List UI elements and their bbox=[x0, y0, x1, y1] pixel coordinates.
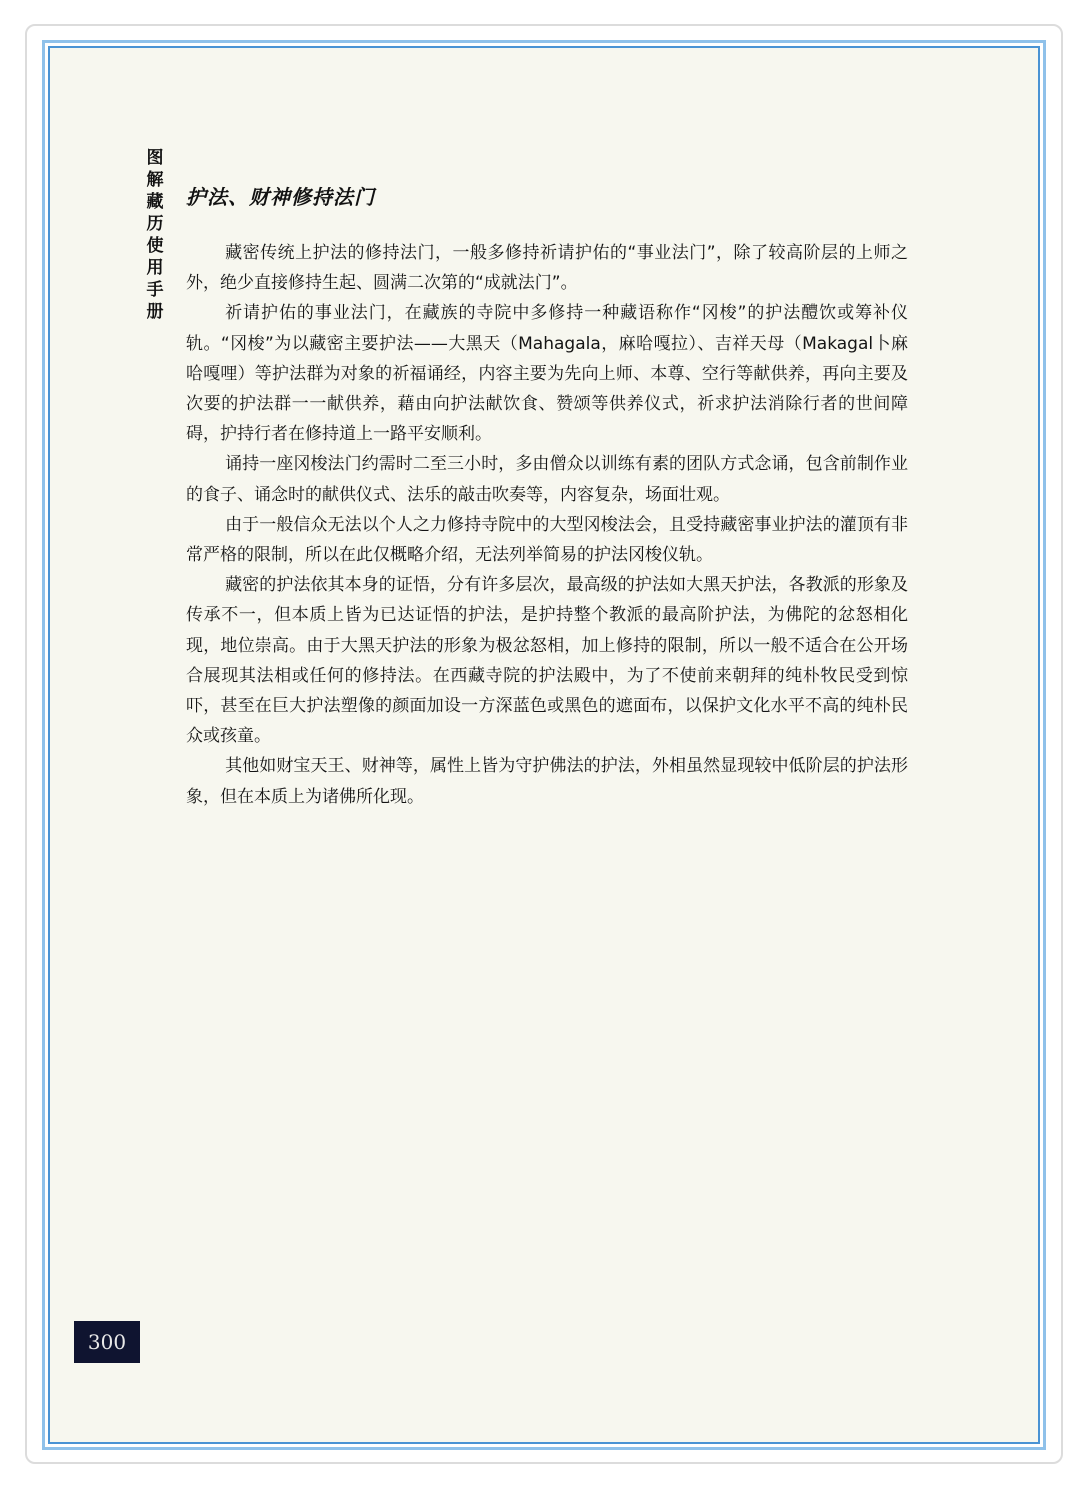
paragraph: 祈请护佑的事业法门，在藏族的寺院中多修持一种藏语称作“冈梭”的护法醴饮或筹补仪轨。“冈梭”为以藏密主要护法——大黑天（Mahagala，麻哈嘎拉）、吉祥天母（Makagal卜麻哈嘎哩）等护法群为对象的祈福诵经，内容主要为先向上师、本尊、空行等献供养，再向主要及次要的护法群一一献供养，藉由向护法献饮食、赞颂等供养仪式，祈求护法消除行者的世间障碍，护持行者在修持道上一路平安顺利。 bbox=[186, 303, 908, 445]
paragraph: 藏密传统上护法的修持法门，一般多修持祈请护佑的“事业法门”，除了较高阶层的上师之外，绝少直接修持生起、圆满二次第的“成就法门”。 bbox=[186, 243, 908, 294]
body-text bbox=[186, 238, 908, 812]
page-number: 300 bbox=[74, 1321, 140, 1363]
paragraph: 其他如财宝天王、财神等，属性上皆为守护佛法的护法，外相虽然显现较中低阶层的护法形象，但在本质上为诸佛所化现。 bbox=[186, 756, 908, 807]
section-heading: 护法、财神修持法门 bbox=[186, 185, 375, 209]
paragraph: 由于一般信众无法以个人之力修持寺院中的大型冈梭法会，且受持藏密事业护法的灌顶有非常严格的限制，所以在此仅概略介绍，无法列举简易的护法冈梭仪轨。 bbox=[186, 514, 908, 566]
paragraph: 诵持一座冈梭法门约需时二至三小时，多由僧众以训练有素的团队方式念诵，包含前制作业的食子、诵念时的献供仪式、法乐的敲击吹奏等，内容复杂，场面壮观。 bbox=[186, 454, 908, 505]
series-title: 图解藏历使用手册 bbox=[146, 148, 164, 322]
paragraph: 藏密的护法依其本身的证悟，分有许多层次，最高级的护法如大黑天护法，各教派的形象及传承不一，但本质上皆为已达证悟的护法，是护持整个教派的最高阶护法，为佛陀的忿怒相化现，地位崇高。由于大黑天护法的形象为极忿怒相，加上修持的限制，所以一般不适合在公开场合展现其法相或任何的修持法。在西藏寺院的护法殿中，为了不使前来朝拜的纯朴牧民受到惊吓，甚至在巨大护法塑像的颜面加设一方深蓝色或黑色的遮面布，以保护文化水平不高的纯朴民众或孩童。 bbox=[186, 575, 908, 747]
